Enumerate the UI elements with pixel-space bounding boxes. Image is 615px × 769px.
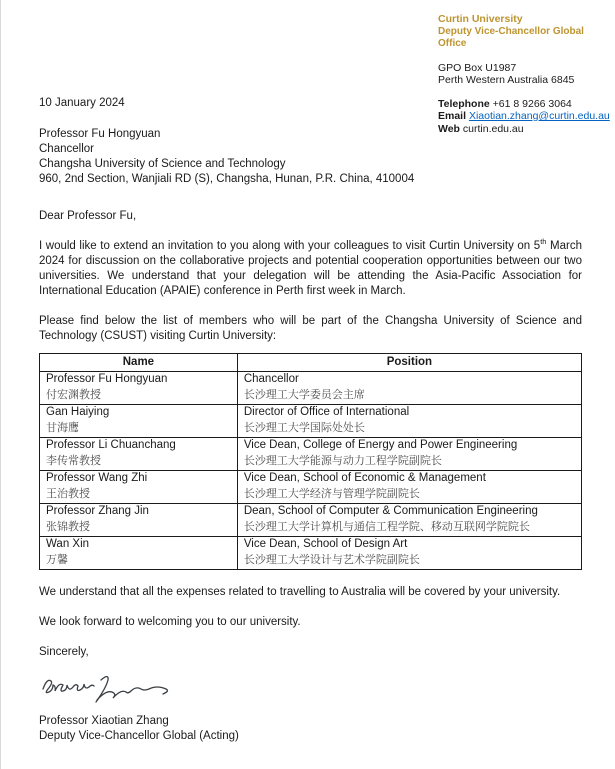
- member-position-zh: 长沙理工大学能源与动力工程学院副院长: [243, 455, 442, 467]
- letter-date: 10 January 2024: [39, 97, 125, 109]
- member-name-zh: 张锦教授: [46, 521, 90, 533]
- member-name-zh: 王治教授: [46, 488, 90, 500]
- signer-title: Deputy Vice-Chancellor Global (Acting): [39, 730, 239, 742]
- member-position-en: Chancellor: [243, 373, 299, 385]
- member-name-zh: 万馨: [46, 554, 68, 566]
- email-label: Email: [438, 110, 467, 122]
- closing-sincerely: Sincerely,: [39, 646, 89, 658]
- member-position-en: Vice Dean, School of Economic & Management: [243, 472, 486, 484]
- table-header-position: Position: [237, 354, 581, 372]
- table-row: [40, 405, 582, 438]
- table-row: [40, 471, 582, 504]
- member-name-en: Professor Wang Zhi: [46, 472, 148, 484]
- org-name: Curtin University: [438, 13, 523, 25]
- member-position-zh: 长沙理工大学计算机与通信工程学院、移动互联网学院院长: [243, 521, 530, 533]
- paragraph-member-list-intro: Please find below the list of members who will be part of the Changsha University of Science and Technology (CSUST) visiting Curtin University:: [39, 315, 582, 342]
- salutation: Dear Professor Fu,: [39, 210, 137, 222]
- telephone-label: Telephone: [438, 97, 490, 110]
- member-position-zh: 长沙理工大学委员会主席: [243, 389, 365, 401]
- table-header-name: Name: [40, 354, 238, 372]
- table-row: [40, 537, 582, 570]
- signer-name: Professor Xiaotian Zhang: [39, 715, 169, 727]
- recipient-organization: Changsha University of Science and Technology: [39, 158, 286, 170]
- member-name-en: Professor Zhang Jin: [46, 505, 149, 517]
- member-position-zh: 长沙理工大学国际处处长: [243, 422, 365, 434]
- office-name: Deputy Vice-Chancellor Global Office: [438, 25, 584, 49]
- member-name-zh: 甘海鹰: [46, 422, 79, 434]
- member-position-en: Vice Dean, College of Energy and Power Engineering: [243, 439, 518, 451]
- member-name-zh: 付宏渊教授: [46, 389, 101, 401]
- member-position-zh: 长沙理工大学经济与管理学院副院长: [243, 488, 420, 500]
- paragraph-invitation: I would like to extend an invitation to you along with your colleagues to visit Curtin University on 5th March 2024 for discussion on the collaborative projects and potential cooperation opportunities between our two universities. We understand that your delegation will be attending the Asia-Pacific Association for International Education (APAIE) conference in Perth first week in March.: [39, 237, 582, 297]
- table-header-row: [40, 354, 582, 372]
- letterhead-address-line1: GPO Box U1987: [438, 61, 517, 74]
- member-position-en: Dean, School of Computer & Communication Engineering: [243, 505, 538, 517]
- table-row: [40, 438, 582, 471]
- recipient-name: Professor Fu Hongyuan: [39, 128, 161, 140]
- signature-image: [39, 666, 582, 706]
- table-row: [40, 504, 582, 537]
- recipient-title: Chancellor: [39, 143, 94, 155]
- member-position-zh: 长沙理工大学设计与艺术学院副院长: [243, 554, 420, 566]
- page-cutoff-marks: [41, 765, 161, 769]
- telephone-value: +61 8 9266 3064: [492, 97, 572, 110]
- recipient-block: [39, 127, 582, 187]
- email-link[interactable]: Xiaotian.zhang@curtin.edu.au: [468, 110, 610, 122]
- paragraph-welcome: We look forward to welcoming you to our university.: [39, 616, 301, 628]
- table-row: [40, 372, 582, 405]
- member-name-zh: 李传常教授: [46, 455, 101, 467]
- members-table: [39, 353, 582, 570]
- member-name-en: Gan Haiying: [46, 406, 110, 418]
- ordinal-superscript: th: [540, 237, 547, 247]
- paragraph-expenses: We understand that all the expenses related to travelling to Australia will be covered by your university.: [39, 586, 561, 598]
- web-label: Web: [438, 122, 460, 135]
- web-value: curtin.edu.au: [462, 122, 524, 135]
- member-name-en: Wan Xin: [46, 538, 90, 550]
- signature-block: [39, 714, 582, 744]
- letter-body: [39, 96, 582, 744]
- member-name-en: Professor Li Chuanchang: [46, 439, 176, 451]
- recipient-address: 960, 2nd Section, Wanjiali RD (S), Changsha, Hunan, P.R. China, 410004: [39, 173, 415, 185]
- member-name-en: Professor Fu Hongyuan: [46, 373, 168, 385]
- letterhead-address-line2: Perth Western Australia 6845: [438, 74, 575, 86]
- member-position-en: Vice Dean, School of Design Art: [243, 538, 408, 550]
- member-position-en: Director of Office of International: [243, 406, 410, 418]
